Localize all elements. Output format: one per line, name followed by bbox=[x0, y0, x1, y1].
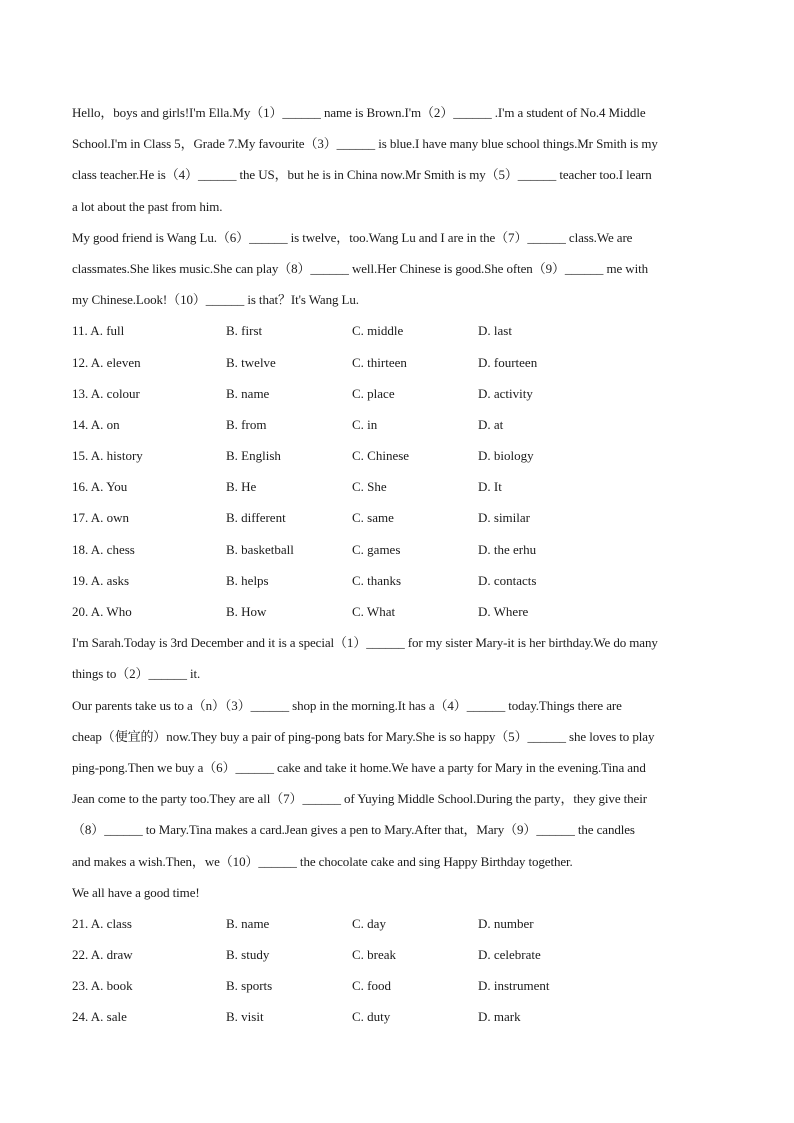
option-a: 13. A. colour bbox=[72, 385, 140, 401]
passage-line: Hello，boys and girls!I'm Ella.My（1）______ name is Brown.I'm（2）______ .I'm a student of No.4 Middle bbox=[72, 105, 646, 120]
option-c: C. duty bbox=[352, 1009, 391, 1025]
option-c: C. thirteen bbox=[352, 354, 407, 370]
option-d: D. biology bbox=[478, 448, 534, 464]
passage-line: I'm Sarah.Today is 3rd December and it is a special（1）______ for my sister Mary-it is her birthday.We do many bbox=[72, 635, 658, 651]
option-b: B. English bbox=[226, 448, 281, 464]
option-a: 22. A. draw bbox=[72, 947, 133, 963]
question-row bbox=[72, 315, 732, 346]
question-row bbox=[72, 502, 732, 533]
passage-line: classmates.She likes music.She can play（8）______ well.Her Chinese is good.She often（9）______ me with bbox=[72, 260, 648, 276]
option-c: C. She bbox=[352, 479, 387, 495]
option-c: C. same bbox=[352, 510, 394, 526]
passage-line: School.I'm in Class 5，Grade 7.My favourite（3）______ is blue.I have many blue school things.Mr Smith is my bbox=[72, 136, 658, 152]
option-b: B. sports bbox=[226, 978, 273, 994]
question-set-1 bbox=[72, 315, 732, 627]
option-d: D. contacts bbox=[478, 572, 537, 588]
passage-line: We all have a good time! bbox=[72, 884, 200, 900]
question-row bbox=[72, 347, 732, 378]
option-b: B. study bbox=[226, 947, 270, 963]
option-d: D. the erhu bbox=[478, 541, 537, 557]
question-row bbox=[72, 534, 732, 565]
option-c: C. thanks bbox=[352, 572, 402, 588]
option-d: D. Where bbox=[478, 604, 529, 619]
passage-line: My good friend is Wang Lu.（6）______ is twelve，too.Wang Lu and I are in the（7）______ class.We are bbox=[72, 229, 633, 245]
question-row bbox=[72, 970, 732, 1001]
passage-line: （8）______ to Mary.Tina makes a card.Jean gives a pen to Mary.After that，Mary（9）______ the candles bbox=[72, 822, 635, 838]
question-row bbox=[72, 1001, 732, 1032]
option-b: B. name bbox=[226, 915, 270, 931]
option-b: B. name bbox=[226, 385, 270, 401]
option-b: B. How bbox=[226, 604, 267, 619]
option-d: D. It bbox=[478, 479, 502, 495]
option-a: 17. A. own bbox=[72, 510, 130, 526]
passage-line: and makes a wish.Then，we（10）______ the chocolate cake and sing Happy Birthday together. bbox=[72, 853, 573, 869]
option-a: 16. A. You bbox=[72, 479, 128, 495]
passage-line: Jean come to the party too.They are all（7）______ of Yuying Middle School.During the party，they give their bbox=[72, 791, 647, 807]
option-b: B. He bbox=[226, 479, 257, 495]
option-d: D. celebrate bbox=[478, 947, 541, 963]
option-a: 12. A. eleven bbox=[72, 354, 141, 370]
option-b: B. from bbox=[226, 416, 267, 432]
document-page bbox=[72, 97, 732, 1033]
option-d: D. at bbox=[478, 416, 504, 432]
passage-line: my Chinese.Look!（10）______ is that？It's Wang Lu. bbox=[72, 292, 359, 308]
option-a: 15. A. history bbox=[72, 448, 143, 464]
option-c: C. food bbox=[352, 978, 391, 994]
option-a: 14. A. on bbox=[72, 416, 120, 432]
question-row bbox=[72, 409, 732, 440]
option-c: C. in bbox=[352, 416, 378, 432]
option-d: D. instrument bbox=[478, 978, 550, 994]
option-b: B. twelve bbox=[226, 354, 276, 370]
option-a: 23. A. book bbox=[72, 978, 133, 994]
option-d: D. similar bbox=[478, 510, 530, 526]
question-row bbox=[72, 939, 732, 970]
question-row bbox=[72, 596, 732, 627]
option-c: C. What bbox=[352, 604, 396, 619]
option-c: C. place bbox=[352, 385, 395, 401]
option-d: D. number bbox=[478, 915, 534, 931]
option-c: C. day bbox=[352, 915, 386, 931]
option-a: 19. A. asks bbox=[72, 572, 130, 588]
question-row bbox=[72, 908, 732, 939]
option-c: C. break bbox=[352, 947, 397, 963]
option-d: D. fourteen bbox=[478, 354, 538, 370]
question-row bbox=[72, 471, 732, 502]
passage-line: things to（2）______ it. bbox=[72, 666, 201, 682]
option-a: 18. A. chess bbox=[72, 541, 135, 557]
option-a: 11. A. full bbox=[72, 323, 125, 339]
option-d: D. last bbox=[478, 323, 512, 339]
option-a: 20. A. Who bbox=[72, 604, 132, 619]
question-row bbox=[72, 440, 732, 471]
option-b: B. basketball bbox=[226, 541, 294, 557]
option-c: C. games bbox=[352, 541, 401, 557]
option-d: D. activity bbox=[478, 385, 533, 401]
passage-line: Our parents take us to a（n）（3）______ shop in the morning.It has a（4）______ today.Things there are bbox=[72, 697, 622, 713]
passage-line: a lot about the past from him. bbox=[72, 198, 223, 214]
passage-line: ping-pong.Then we buy a（6）______ cake and take it home.We have a party for Mary in the evening.Tina and bbox=[72, 759, 646, 775]
passage-line: cheap（便宜的）now.They buy a pair of ping-pong bats for Mary.She is so happy（5）______ she loves to play bbox=[72, 728, 655, 744]
option-a: 24. A. sale bbox=[72, 1009, 127, 1025]
question-row bbox=[72, 378, 732, 409]
option-c: C. Chinese bbox=[352, 448, 410, 464]
option-a: 21. A. class bbox=[72, 915, 132, 931]
question-row bbox=[72, 565, 732, 596]
option-b: B. helps bbox=[226, 572, 269, 588]
option-d: D. mark bbox=[478, 1009, 521, 1025]
question-set-2 bbox=[72, 908, 732, 1033]
option-b: B. different bbox=[226, 510, 286, 526]
passage-line: class teacher.He is（4）______ the US，but he is in China now.Mr Smith is my（5）______ teacher too.I learn bbox=[72, 167, 652, 183]
option-b: B. first bbox=[226, 323, 263, 339]
option-c: C. middle bbox=[352, 323, 404, 339]
option-b: B. visit bbox=[226, 1009, 264, 1025]
passage-2 bbox=[72, 627, 732, 908]
passage-1 bbox=[72, 97, 732, 315]
